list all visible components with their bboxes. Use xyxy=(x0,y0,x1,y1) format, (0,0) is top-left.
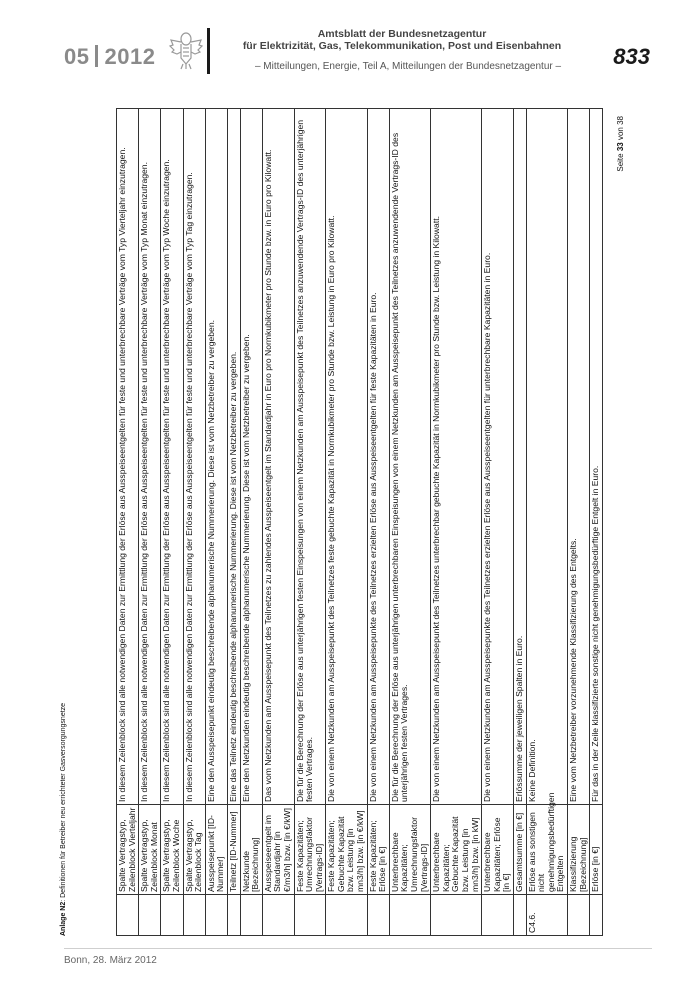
field-definition: In diesem Zeilenblock sind alle notwendigen Daten zur Ermittlung der Erlöse aus Ausspeiseentgelten für feste und unterbrechbare Verträge vom Typ Tag einzutragen. xyxy=(183,109,205,805)
issue-divider xyxy=(95,45,98,67)
row-number xyxy=(240,895,262,936)
field-name: Klassifizierung [Bezeichnung] xyxy=(567,805,589,895)
issue-year: 2012 xyxy=(104,44,156,69)
field-definition: Keine Definition. xyxy=(526,109,567,805)
field-name: Erlöse [in €] xyxy=(590,805,603,895)
field-definition: In diesem Zeilenblock sind alle notwendigen Daten zur Ermittlung der Erlöse aus Ausspeiseentgelten für feste und unterbrechbare Verträge vom Typ Woche einzutragen. xyxy=(161,109,183,805)
table-row xyxy=(567,109,589,936)
table-row xyxy=(513,109,526,936)
field-name: Unterbrechbare Kapazitäten; Gebuchte Kapazität bzw. Leistung [in mn3/h] bzw. [in kW] xyxy=(431,805,482,895)
table-row xyxy=(482,109,514,936)
footer-divider xyxy=(64,948,652,949)
table-row xyxy=(227,109,240,936)
page-of-label: Seite 33 von 38 xyxy=(616,116,625,172)
field-definition: In diesem Zeilenblock sind alle notwendigen Daten zur Ermittlung der Erlöse aus Ausspeiseentgelten für feste und unterbrechbare Verträge vom Typ Vierteljahr einzutragen. xyxy=(117,109,139,805)
definitions-table xyxy=(116,108,603,936)
row-number xyxy=(294,895,326,936)
field-definition: Die von einem Netzkunden am Ausspeisepunkte des Teilnetzes erzielten Erlöse aus Ausspeiseentgelten für unterbrechbare Kapazitäten in Euro. xyxy=(482,109,514,805)
table-row xyxy=(294,109,326,936)
row-number: C4.6. xyxy=(526,895,567,936)
table-row xyxy=(117,109,139,936)
field-name: Feste Kapazitäten; Umrechnungsfaktor [Vertrags-ID] xyxy=(294,805,326,895)
table-row xyxy=(367,109,389,936)
field-name: Spalte Vertragstyp, Zeilenblock Vierteljahr xyxy=(117,805,139,895)
field-definition: Die von einem Netzkunden am Ausspeisepunkt des Teilnetzes unterbrechbar gebuchte Kapazität in Normkubikmeter pro Stunde bzw. Leistung in Kilowatt. xyxy=(431,109,482,805)
field-name: Erlöse aus sonstigen nicht genehmigungsbedürftigen Entgelten xyxy=(526,805,567,895)
field-definition: Die von einem Netzkunden am Ausspeisepunkt des Teilnetzes feste gebuchte Kapazität in Normkubikmeter pro Stunde bzw. Leistung in Euro pro Kilowatt. xyxy=(326,109,367,805)
page-current: 33 xyxy=(616,142,625,152)
row-number xyxy=(117,895,139,936)
field-definition: Für das in der Zeile klassifizierte sonstige nicht genehmigungsbedürftige Entgelt in Euro. xyxy=(590,109,603,805)
table-row xyxy=(326,109,367,936)
row-number xyxy=(367,895,389,936)
annex-title: : Definitionen für Betreiber neu errichteter Gasversorgungsnetze xyxy=(60,702,67,902)
row-number xyxy=(326,895,367,936)
field-definition: Erlössumme der jeweiligen Spalten in Euro. xyxy=(513,109,526,805)
table-row xyxy=(526,109,567,936)
field-name: Gesamtsumme [in €] xyxy=(513,805,526,895)
row-number xyxy=(567,895,589,936)
page-total: 38 xyxy=(616,116,625,125)
table-row xyxy=(389,109,430,936)
row-number xyxy=(205,895,227,936)
page-number: 833 xyxy=(613,44,650,69)
field-definition: Die für die Berechnung der Erlöse aus unterjährigen festen Einspeisungen von einem Netzkunden am Ausspeisepunkt des Teilnetzes anzuwendende Vertrags-ID des unterjährigen festen Vertrages. xyxy=(294,109,326,805)
field-definition: Eine den Ausspeisepunkt eindeutig beschreibende alphanumerische Nummerierung. Diese ist vom Netzbetreiber zu vergeben. xyxy=(205,109,227,805)
field-definition: Die von einem Netzkunden am Ausspeisepunkte des Teilnetzes erzielten Erlöse aus Ausspeiseentgelten für feste Kapazitäten in Euro. xyxy=(367,109,389,805)
table-row xyxy=(240,109,262,936)
table-row xyxy=(431,109,482,936)
rotated-page-content xyxy=(60,116,646,936)
annex-heading xyxy=(60,703,67,936)
field-definition: Das vom Netzkunden am Ausspeisepunkt des Teilnetzes zu zahlendes Ausspeiseentgelt im Standardjahr in Euro pro Normkubikmeter pro Stunde bzw. in Euro pro Kilowatt. xyxy=(262,109,294,805)
header-divider xyxy=(207,28,210,74)
row-number xyxy=(513,895,526,936)
row-number xyxy=(431,895,482,936)
row-number xyxy=(161,895,183,936)
field-name: Spalte Vertragstyp, Zeilenblock Monat xyxy=(139,805,161,895)
journal-title xyxy=(212,28,592,52)
footer-place-date: Bonn, 28. März 2012 xyxy=(64,955,157,966)
field-definition: In diesem Zeilenblock sind alle notwendigen Daten zur Ermittlung der Erlöse aus Ausspeiseentgelten für feste und unterbrechbare Verträge vom Typ Monat einzutragen. xyxy=(139,109,161,805)
field-name: Teilnetz [ID-Nummer] xyxy=(227,805,240,895)
field-name: Feste Kapazitäten; Erlöse [in €] xyxy=(367,805,389,895)
field-name: Ausspeisepunkt [ID-Nummer] xyxy=(205,805,227,895)
journal-title-line2: für Elektrizität, Gas, Telekommunikation, Post und Eisenbahnen xyxy=(242,40,562,52)
federal-eagle-logo xyxy=(168,30,204,70)
table-row xyxy=(139,109,161,936)
row-number xyxy=(183,895,205,936)
issue-number: 05 xyxy=(64,44,90,69)
journal-subtitle: – Mitteilungen, Energie, Teil A, Mitteilungen der Bundesnetzagentur – xyxy=(254,61,562,72)
field-name: Unterbrechbare Kapazitäten; Erlöse [in €] xyxy=(482,805,514,895)
annex-label: Anlage N2 xyxy=(60,901,67,936)
row-number xyxy=(227,895,240,936)
field-definition: Eine den Netzkunden eindeutig beschreibende alphanumerische Nummerierung. Diese ist vom Netzbetreiber zu vergeben. xyxy=(240,109,262,805)
field-name: Feste Kapazitäten; Gebuchte Kapazität bzw. Leistung [in mn3/h] bzw. [in €/kW] xyxy=(326,805,367,895)
field-name: Spalte Vertragstyp, Zeilenblock Tag xyxy=(183,805,205,895)
row-number xyxy=(482,895,514,936)
field-name: Netzkunde [Bezeichnung] xyxy=(240,805,262,895)
table-row xyxy=(183,109,205,936)
field-definition: Eine das Teilnetz eindeutig beschreibende alphanumerische Nummerierung. Diese ist vom Netzbetreiber zu vergeben. xyxy=(227,109,240,805)
row-number xyxy=(389,895,430,936)
row-number xyxy=(262,895,294,936)
field-definition: Die für die Berechnung der Erlöse aus unterjährigen unterbrechbaren Einspeisungen von einem Netzkunden am Ausspeisepunkt des Teilnetzes anzuwendende Vertrags-ID des unterjährigen festen Vertrages. xyxy=(389,109,430,805)
issue-label xyxy=(64,44,155,70)
field-name: Spalte Vertragstyp, Zeilenblock Woche xyxy=(161,805,183,895)
row-number xyxy=(139,895,161,936)
field-name: Ausspeiseentgelt im Standardjahr [in €/m3/h] bzw. [in €/kW] xyxy=(262,805,294,895)
field-definition: Eine vom Netzbetreiber vorzunehmende Klassifizierung des Entgelts. xyxy=(567,109,589,805)
row-number xyxy=(590,895,603,936)
table-row xyxy=(590,109,603,936)
field-name: Unterbrechbare Kapazitäten; Umrechnungsfaktor [Vertrags-ID] xyxy=(389,805,430,895)
journal-title-line1: Amtsblatt der Bundesnetzagentur xyxy=(317,28,487,40)
table-row xyxy=(205,109,227,936)
table-row xyxy=(161,109,183,936)
table-row xyxy=(262,109,294,936)
